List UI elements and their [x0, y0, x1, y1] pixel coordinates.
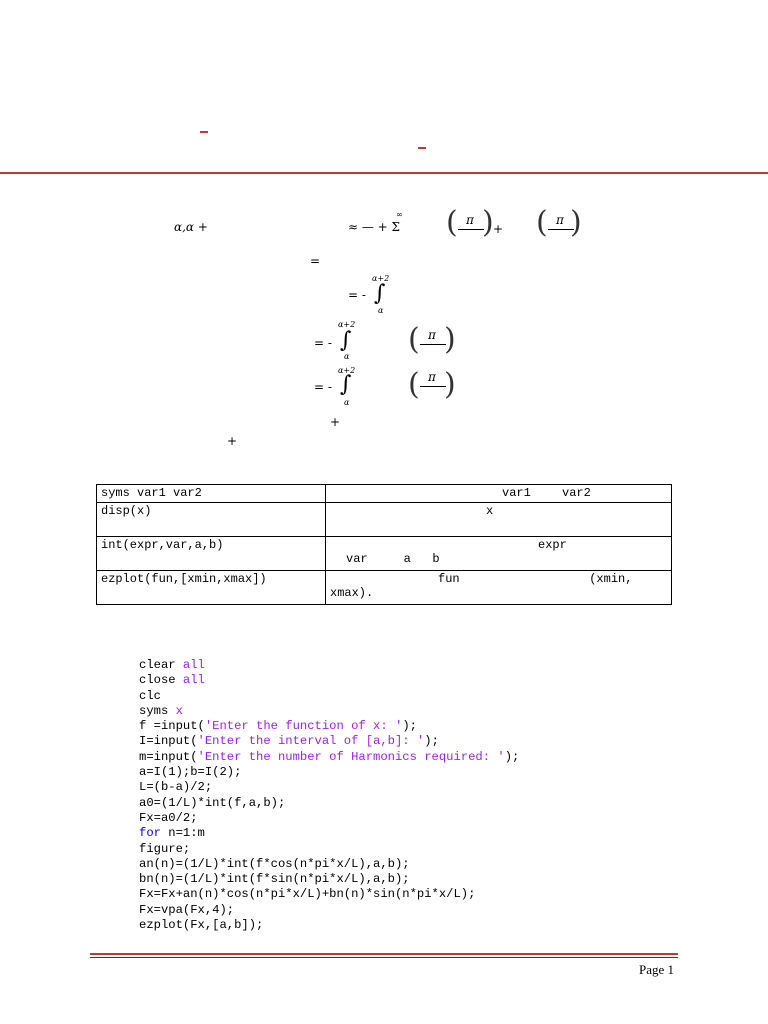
plus-sign-1: + — [493, 222, 504, 236]
code-line — [139, 903, 519, 918]
table-row — [97, 485, 672, 503]
integral-lower-3: α — [344, 398, 350, 407]
code-line — [139, 780, 519, 795]
fourier-approx: ≈ — + Σ — [348, 220, 401, 234]
code-line — [139, 857, 519, 872]
code-line — [139, 811, 519, 826]
integral-sign-2: ∫ — [340, 328, 352, 353]
plus-sign-3: + — [227, 434, 238, 448]
code-text: an(n)=(1/L)*int(f*cos(n*pi*x/L),a,b); — [139, 856, 410, 871]
code-text: ); — [402, 719, 417, 734]
frac-line-1 — [458, 229, 484, 230]
code-line — [139, 658, 519, 673]
code-string: all — [182, 673, 205, 688]
pi-symbol-4: π — [428, 370, 436, 384]
table-row — [97, 537, 672, 571]
equals-sign: = — [310, 254, 321, 268]
code-string: x — [175, 703, 183, 718]
code-string: all — [182, 658, 205, 672]
code-line — [139, 689, 519, 704]
footer-rule — [90, 953, 678, 955]
code-text: L=(b-a)/2; — [139, 780, 213, 795]
pi-symbol-2: π — [556, 213, 564, 227]
code-line — [139, 719, 519, 734]
table-cell-description — [326, 537, 672, 571]
code-text: f =input( — [139, 719, 205, 734]
code-line — [139, 673, 519, 688]
table-cell-command: int(expr,var,a,b) — [97, 537, 326, 571]
integral-sign-3: ∫ — [340, 372, 352, 397]
code-string: 'Enter the function of x: ' — [204, 719, 403, 734]
code-line — [139, 750, 519, 765]
code-line — [139, 734, 519, 749]
integral-lower-2: α — [344, 352, 350, 361]
table-cell-command: syms var1 var2 — [97, 485, 326, 503]
table-cell-description — [326, 503, 672, 537]
code-keyword: for — [139, 826, 161, 841]
frac-line-3 — [420, 344, 446, 345]
table-cell-description — [326, 571, 672, 605]
code-text: a=I(1);b=I(2); — [139, 765, 242, 780]
plus-sign-2: + — [330, 415, 341, 429]
footer-rule-thin — [90, 957, 678, 958]
code-text: n=1:m — [160, 826, 205, 841]
code-text: clc — [139, 688, 161, 703]
paren-close-1: ) — [482, 205, 494, 240]
integral-lower-1: α — [378, 306, 384, 315]
code-line — [139, 704, 519, 719]
interval-label: α,α + — [174, 220, 208, 234]
code-text: Fx=vpa(Fx,4); — [139, 902, 235, 917]
header-red-mark-1 — [200, 131, 208, 133]
code-text: I=input( — [139, 734, 198, 749]
page-number: Page 1 — [638, 962, 674, 977]
code-line — [139, 796, 519, 811]
bn-eq: = - — [314, 380, 332, 394]
code-text: Fx=a0/2; — [139, 810, 198, 825]
table-cell-command: disp(x) — [97, 503, 326, 537]
code-text: ); — [504, 749, 520, 764]
paren-close-2: ) — [570, 205, 582, 240]
description-text: var2 — [562, 486, 591, 500]
description-text: fun (xmin, — [438, 572, 633, 586]
integral-upper-1: α+2 — [372, 274, 390, 283]
integral-upper-2: α+2 — [338, 320, 356, 329]
code-line — [139, 826, 519, 841]
paren-open-1: ( — [446, 205, 458, 240]
matlab-code-listing — [139, 658, 519, 933]
command-table — [96, 484, 672, 605]
code-line — [139, 918, 519, 933]
frac-line-4 — [420, 386, 446, 387]
a0-eq: = - — [348, 288, 366, 302]
code-text: clear — [139, 658, 183, 672]
table-row — [97, 503, 672, 537]
paren-open-4: ( — [408, 367, 420, 402]
code-text: Fx=Fx+an(n)*cos(n*pi*x/L)+bn(n)*sin(n*pi*x/L); — [139, 887, 476, 902]
description-text: x — [486, 504, 494, 518]
table-cell-command: ezplot(fun,[xmin,xmax]) — [97, 571, 326, 605]
pi-symbol-1: π — [466, 213, 474, 227]
integral-upper-3: α+2 — [338, 366, 356, 375]
code-text: close — [139, 673, 183, 688]
paren-close-3: ) — [444, 322, 456, 357]
code-line — [139, 842, 519, 857]
pi-symbol-3: π — [428, 328, 436, 342]
code-line — [139, 765, 519, 780]
code-text: figure; — [139, 841, 191, 856]
table-cell-description — [326, 485, 672, 503]
sum-upper-limit: ∞ — [396, 210, 403, 219]
code-string: 'Enter the number of Harmonics required: ' — [197, 749, 505, 764]
code-line — [139, 887, 519, 902]
description-text: expr — [538, 538, 567, 552]
paren-close-4: ) — [444, 367, 456, 402]
code-text: syms — [139, 703, 176, 718]
code-string: 'Enter the interval of [a,b]: ' — [197, 734, 425, 749]
code-text: bn(n)=(1/L)*int(f*sin(n*pi*x/L),a,b); — [139, 872, 410, 887]
table-row — [97, 571, 672, 605]
an-eq: = - — [314, 336, 332, 350]
description-text: xmax). — [330, 586, 374, 600]
description-text: var1 — [502, 486, 531, 500]
code-text: ezplot(Fx,[a,b]); — [139, 918, 264, 933]
code-text: m=input( — [139, 749, 198, 764]
description-text: var a b — [346, 552, 440, 566]
header-rule — [0, 172, 768, 174]
integral-sign-1: ∫ — [374, 281, 386, 306]
paren-open-3: ( — [408, 322, 420, 357]
header-red-mark-2 — [418, 147, 426, 149]
code-text: ); — [424, 734, 439, 749]
code-line — [139, 872, 519, 887]
code-text: a0=(1/L)*int(f,a,b); — [139, 795, 286, 810]
paren-open-2: ( — [536, 205, 548, 240]
